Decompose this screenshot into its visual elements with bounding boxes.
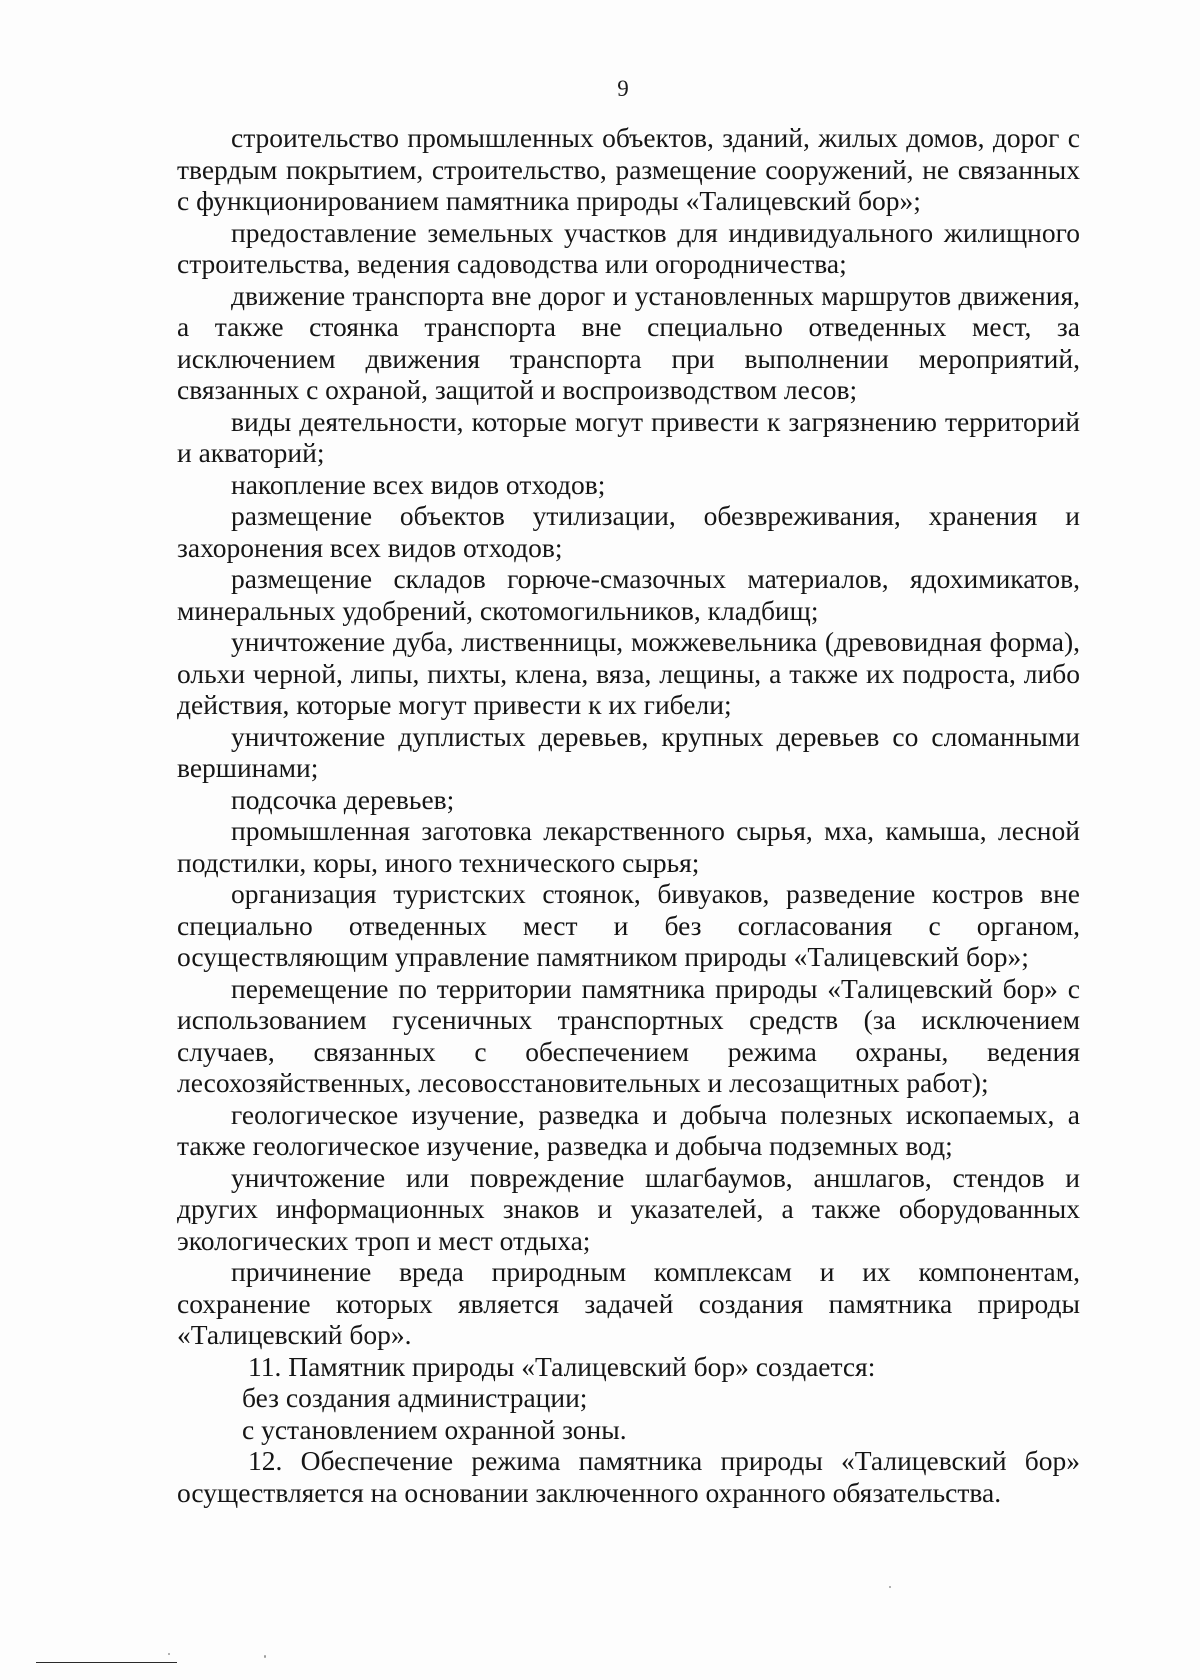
scan-speck xyxy=(889,1586,891,1588)
paragraph-geology: геологическое изучение, разведка и добыча полезных ископаемых, а также геологическое изучение, разведка и добыча подземных вод; xyxy=(177,1098,1080,1161)
paragraph-transport-movement: движение транспорта вне дорог и установленных маршрутов движения, а также стоянка транспорта вне специально отведенных мест, за исключением движения транспорта при выполнении мероприятий, связанных с охраной, защитой и воспроизводством лесов; xyxy=(177,279,1080,405)
paragraph-camping: организация туристских стоянок, бивуаков, разведение костров вне специально отведенных мест и без согласования с органом, осуществляющим управление памятником природы «Талицевский бор»; xyxy=(177,878,1080,972)
paragraph-tree-destruction: уничтожение дуба, лиственницы, можжевельника (древовидная форма), ольхи черной, липы, пихты, клена, вяза, лещины, а также их подроста, либо действия, которые могут привести к их гибели; xyxy=(177,626,1080,720)
paragraph-land-plots: предоставление земельных участков для индивидуального жилищного строительства, ведения садоводства или огородничества; xyxy=(177,216,1080,279)
paragraph-construction: строительство промышленных объектов, зданий, жилых домов, дорог с твердым покрытием, строительство, размещение сооружений, не связанных с функционированием памятника природы «Талицевский бор»; xyxy=(177,122,1080,216)
scan-speck xyxy=(168,1653,170,1655)
page-number: 9 xyxy=(617,76,629,101)
paragraph-tapping: подсочка деревьев; xyxy=(231,783,455,815)
paragraph-hollow-trees: уничтожение дуплистых деревьев, крупных деревьев со сломанными вершинами; xyxy=(177,720,1080,783)
paragraph-waste-accumulation: накопление всех видов отходов; xyxy=(231,468,606,500)
paragraph-harm: причинение вреда природным комплексам и их компонентам, сохранение которых является задачей создания памятника природы «Талицевский бор». xyxy=(177,1256,1080,1350)
paragraph-signs: уничтожение или повреждение шлагбаумов, аншлагов, стендов и других информационных знаков и указателей, а также оборудованных экологических троп и мест отдыха; xyxy=(177,1161,1080,1256)
paragraph-protection-zone: с установлением охранной зоны. xyxy=(242,1413,627,1445)
footnote-separator xyxy=(36,1662,177,1663)
paragraph-item-12: 12. Обеспечение режима памятника природы «Талицевский бор» осуществляется на основании заключенного охранного обязательства. xyxy=(177,1445,1080,1508)
paragraph-pollution: виды деятельности, которые могут привести к загрязнению территорий и акваторий; xyxy=(177,405,1080,468)
scan-speck xyxy=(264,1655,266,1658)
paragraph-no-administration: без создания администрации; xyxy=(242,1382,588,1413)
document-body xyxy=(177,122,1080,1508)
paragraph-warehouses: размещение складов горюче-смазочных материалов, ядохимикатов, минеральных удобрений, скотомогильников, кладбищ; xyxy=(177,563,1080,626)
paragraph-waste-facilities: размещение объектов утилизации, обезвреживания, хранения и захоронения всех видов отходов; xyxy=(177,500,1080,563)
paragraph-item-11: 11. Памятник природы «Талицевский бор» создается: xyxy=(248,1350,876,1382)
paragraph-harvesting: промышленная заготовка лекарственного сырья, мха, камыша, лесной подстилки, коры, иного технического сырья; xyxy=(177,815,1080,878)
paragraph-tracked-vehicles: перемещение по территории памятника природы «Талицевский бор» с использованием гусеничных транспортных средств (за исключением случаев, связанных с обеспечением режима охраны, ведения лесохозяйственных, лесовосстановительных и лесозащитных работ); xyxy=(177,972,1080,1098)
